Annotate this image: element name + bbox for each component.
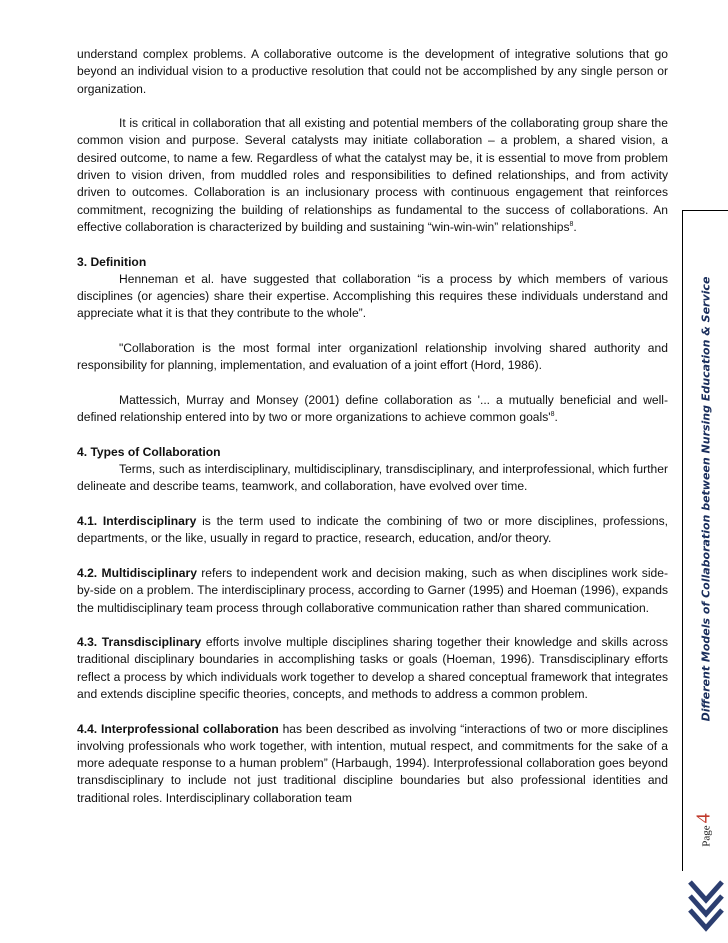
paragraph: "Collaboration is the most formal inter organizationl relationship involving shared authority and responsibility for planning, implementation, and evaluation of a joint effort (Hord, 1986). (77, 341, 668, 373)
footnote-ref: 8 (569, 220, 574, 228)
term: 4.4. Interprofessional collaboration (77, 721, 279, 736)
running-title (693, 276, 719, 722)
paragraph: Terms, such as interdisciplinary, multidisciplinary, transdisciplinary, and interprofessional, which further delineate and describe teams, teamwork, and collaboration, have evolved over time. (77, 462, 668, 494)
document-body (77, 46, 668, 824)
page-number (690, 800, 718, 860)
term: 4.1. Interdisciplinary (77, 514, 197, 529)
page-number-value: 4 (692, 813, 715, 824)
page-label: Page (700, 825, 713, 847)
paragraph: 4.4. Interprofessional collaboration has been described as involving “interactions of two or more disciplines involving professionals who work together, with intention, mutual respect, and commitments for the sake of a more adequate response to a human problem” (Harbaugh, 1994). Interprofessional collaboration goes beyond transdisciplinary to include not just traditional discipline boundaries but also professional identities and traditional roles. Interdisciplinary collaboration team (77, 721, 668, 805)
paragraph: Henneman et al. have suggested that collaboration “is a process by which members of various disciplines (or agencies) share their expertise. Accomplishing this requires these individuals understand and appreciate what it is that they contribute to the whole”. (77, 271, 668, 321)
term: 4.2. Multidisciplinary (77, 565, 197, 580)
footnote-ref: 8 (550, 411, 555, 419)
paragraph: 4.3. Transdisciplinary efforts involve multiple disciplines sharing together their knowledge and skills across traditional disciplinary boundaries in accomplishing tasks or goals (Hoeman, 1996). Transdisciplinary efforts reflect a process by which individuals work together to develop a shared conceptual framework that integrates and extends discipline specific theories, concepts, and methods to address a common problem. (77, 635, 668, 701)
running-title-text: Different Models of Collaboration between Nursing Education & Service (699, 276, 713, 722)
paragraph: 4.1. Interdisciplinary is the term used to indicate the combining of two or more disciplines, professions, departments, or the like, usually in regard to practice, research, education, and/or theory. (77, 514, 668, 546)
paragraph: It is critical in collaboration that all existing and potential members of the collaborating group share the common vision and purpose. Several catalysts may initiate collaboration – a problem, a shared vision, a desired outcome, to name a few. Regardless of what the catalyst may be, it is essential to move from problem driven to vision driven, from muddled roles and responsibilities to defined relationships, and from activity driven to outcomes. Collaboration is an inclusionary process with continuous engagement that reinforces commitment, recognizing the building of relationships as fundamental to the success of collaborations. An effective collaboration is characterized by building and sustaining “win-win-win” relationships$^8$. (77, 116, 668, 234)
paragraph: 4.2. Multidisciplinary refers to independent work and decision making, such as when disciplines work side-by-side on a problem. The interdisciplinary process, according to Garner (1995) and Hoeman (1996), expands the multidisciplinary team process through collaborative communication rather than shared communication. (77, 565, 668, 615)
paragraph: Mattessich, Murray and Monsey (2001) define collaboration as '... a mutually beneficial and well-defined relationship entered into by two or more organizations to achieve common $goals'^8$. (77, 392, 668, 425)
section-heading: 4. Types of Collaboration (77, 444, 221, 459)
section-heading: 3. Definition (77, 254, 147, 269)
section-definition (77, 254, 668, 323)
paragraph: understand complex problems. A collaborative outcome is the development of integrative solutions that go beyond an individual vision to a productive resolution that could not be accomplished by any single person or organization. (77, 47, 668, 96)
double-chevron-down-icon (684, 876, 728, 936)
term: 4.3. Transdisciplinary (77, 635, 202, 650)
section-types (77, 444, 668, 496)
